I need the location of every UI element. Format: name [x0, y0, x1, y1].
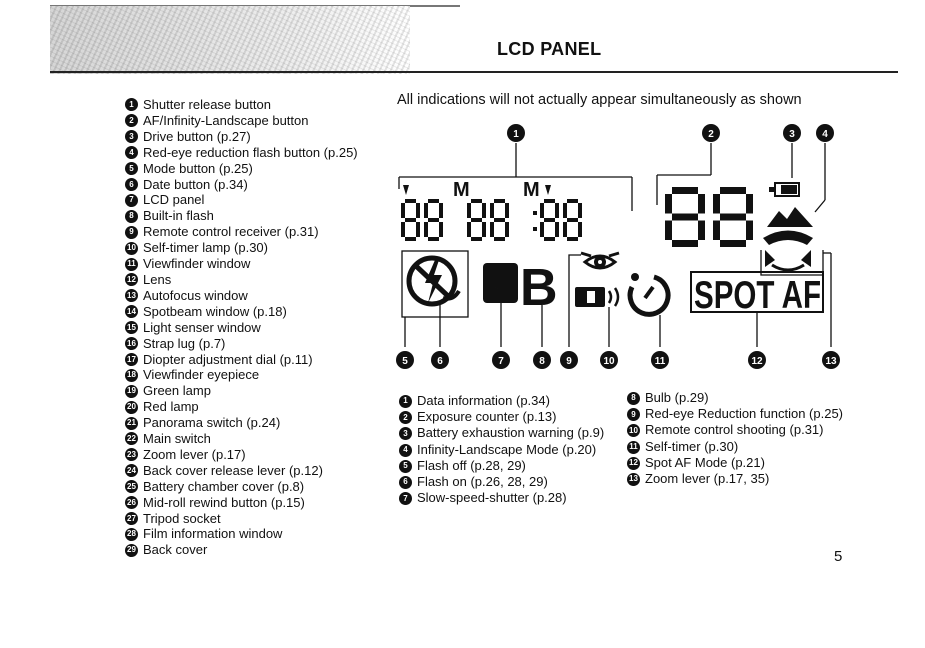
- legend-label: Data information (p.34): [417, 393, 550, 408]
- part-item: [125, 177, 358, 193]
- part-label: Green lamp: [143, 383, 211, 399]
- number-badge: 24: [125, 464, 138, 477]
- part-item: [125, 113, 358, 129]
- part-item: [125, 463, 358, 479]
- part-label: Tripod socket: [143, 510, 221, 526]
- number-badge: 5: [399, 460, 412, 473]
- flash-off-icon: [402, 251, 468, 317]
- number-badge: 12: [627, 457, 640, 470]
- page-title: LCD PANEL: [497, 39, 602, 59]
- legend-item: [627, 406, 845, 422]
- legend-item: [399, 393, 621, 409]
- legend-label: Red-eye Reduction function (p.25): [645, 406, 844, 422]
- self-timer-icon: [630, 273, 668, 314]
- part-item: [125, 145, 358, 161]
- part-label: Film information window: [143, 526, 283, 542]
- callout-badges-top: [507, 124, 834, 142]
- number-badge: 17: [125, 353, 138, 366]
- part-item: [125, 97, 358, 113]
- part-label: Diopter adjustment dial (p.11): [143, 351, 313, 367]
- part-label: Viewfinder window: [143, 256, 251, 272]
- callout-number: 7: [498, 356, 504, 367]
- part-item: [125, 511, 358, 527]
- red-eye-icon: [581, 253, 619, 268]
- callout-badge: [783, 124, 801, 142]
- remote-control-icon: [575, 287, 618, 307]
- number-badge: 2: [399, 411, 412, 424]
- number-badge: 7: [125, 194, 138, 207]
- spot-af-text: SPOT AF: [694, 274, 821, 317]
- number-badge: 2: [125, 114, 138, 127]
- legend-label: Flash on (p.26, 28, 29): [417, 474, 548, 490]
- number-badge: 18: [125, 369, 138, 382]
- legend-item: [399, 474, 621, 490]
- part-label: Back cover release lever (p.12): [143, 462, 323, 478]
- part-item: [125, 415, 358, 431]
- tick-mark-1: [403, 185, 409, 195]
- number-badge: 11: [627, 441, 640, 454]
- number-badge: 16: [125, 337, 138, 350]
- part-item: [125, 224, 358, 240]
- callout-number: 2: [708, 129, 714, 140]
- callout-badge: [396, 351, 414, 369]
- part-item: [125, 542, 358, 558]
- part-label: Remote control receiver (p.31): [143, 224, 319, 240]
- part-item: [125, 399, 358, 415]
- number-badge: 1: [399, 395, 412, 408]
- part-item: [125, 526, 358, 542]
- battery-icon: [769, 183, 799, 196]
- part-label: Mode button (p.25): [143, 160, 253, 176]
- number-badge: 28: [125, 528, 138, 541]
- number-badge: 5: [125, 162, 138, 175]
- legend-label: Self-timer (p.30): [645, 438, 739, 454]
- legend-item: [627, 439, 845, 455]
- part-label: Mid-roll rewind button (p.15): [143, 494, 305, 510]
- part-label: Built-in flash: [143, 208, 214, 224]
- callout-line-4-d: [815, 200, 825, 212]
- lcd-diagram: [395, 115, 840, 380]
- part-label: AF/Infinity-Landscape button: [143, 112, 309, 128]
- legend-label: Slow-speed-shutter (p.28): [417, 490, 567, 506]
- part-label: Battery chamber cover (p.8): [143, 478, 305, 494]
- legend-item: [627, 422, 845, 438]
- counter-digits: [665, 187, 753, 247]
- part-label: Lens: [143, 271, 172, 287]
- legend-item: [627, 390, 845, 406]
- legend-item: [399, 425, 621, 441]
- number-badge: 25: [125, 480, 138, 493]
- callout-badge: [822, 351, 840, 369]
- part-item: [125, 495, 358, 511]
- tick-mark-2: [545, 185, 551, 195]
- number-badge: 7: [399, 492, 412, 505]
- legend-item: [627, 455, 845, 471]
- legend-item: [399, 442, 621, 458]
- number-badge: 1: [125, 98, 138, 111]
- slow-shutter-icon: [483, 263, 518, 303]
- spot-af-indicator: [691, 272, 823, 317]
- part-item: [125, 129, 358, 145]
- part-item: [125, 336, 358, 352]
- legend-item: [399, 458, 621, 474]
- number-badge: 6: [399, 476, 412, 489]
- callout-badge: [651, 351, 669, 369]
- part-item: [125, 367, 358, 383]
- callout-badges-bottom: [396, 351, 840, 369]
- callout-number: 13: [825, 356, 837, 367]
- part-label: Shutter release button: [143, 97, 271, 112]
- part-label: Strap lug (p.7): [143, 335, 226, 351]
- number-badge: 3: [125, 130, 138, 143]
- callout-number: 3: [789, 129, 795, 140]
- callout-number: 8: [539, 356, 545, 367]
- part-item: [125, 272, 358, 288]
- callout-number: 12: [751, 356, 763, 367]
- part-item: [125, 320, 358, 336]
- legend-right: [627, 390, 845, 487]
- callout-number: 6: [437, 356, 443, 367]
- number-badge: 3: [399, 427, 412, 440]
- number-badge: 29: [125, 544, 138, 557]
- number-badge: 22: [125, 432, 138, 445]
- header-rule: [50, 71, 898, 73]
- callout-badge: [507, 124, 525, 142]
- callout-number: 4: [822, 129, 828, 140]
- zoom-lever-icon: [763, 231, 813, 271]
- legend-item: [399, 409, 621, 425]
- number-badge: 13: [125, 289, 138, 302]
- callout-number: 1: [513, 129, 519, 140]
- header-band: [50, 6, 410, 74]
- part-item: [125, 192, 358, 208]
- part-label: Zoom lever (p.17): [143, 446, 246, 462]
- part-label: Panorama switch (p.24): [143, 415, 281, 431]
- part-label: Main switch: [143, 431, 211, 447]
- note-text: All indications will not actually appear simultaneously as shown: [397, 92, 802, 108]
- part-item: [125, 431, 358, 447]
- part-label: Self-timer lamp (p.30): [143, 240, 268, 256]
- number-badge: 9: [125, 226, 138, 239]
- part-item: [125, 479, 358, 495]
- number-badge: 4: [399, 444, 412, 457]
- callout-badge: [748, 351, 766, 369]
- number-badge: 21: [125, 417, 138, 430]
- part-label: Autofocus window: [143, 287, 248, 303]
- legend-label: Battery exhaustion warning (p.9): [417, 425, 605, 441]
- part-label: Viewfinder eyepiece: [143, 367, 260, 383]
- number-badge: 10: [627, 424, 640, 437]
- number-badge: 11: [125, 258, 138, 271]
- number-badge: 6: [125, 178, 138, 191]
- legend-label: Zoom lever (p.17, 35): [645, 471, 770, 487]
- part-item: [125, 288, 358, 304]
- part-label: Spotbeam window (p.18): [143, 303, 287, 319]
- number-badge: 13: [627, 473, 640, 486]
- callout-badge: [702, 124, 720, 142]
- part-item: [125, 161, 358, 177]
- number-badge: 4: [125, 146, 138, 159]
- number-badge: 8: [627, 392, 640, 405]
- callout-badge: [533, 351, 551, 369]
- number-badge: 15: [125, 321, 138, 334]
- part-item: [125, 256, 358, 272]
- legend-item: [399, 490, 621, 506]
- number-badge: 10: [125, 242, 138, 255]
- part-label: Light senser window: [143, 319, 261, 335]
- legend-label: Infinity-Landscape Mode (p.20): [417, 441, 597, 457]
- legend-label: Exposure counter (p.13): [417, 409, 557, 425]
- callout-number: 9: [566, 356, 572, 367]
- legend-left: [399, 393, 621, 506]
- callout-number: 11: [654, 356, 666, 367]
- number-badge: 14: [125, 305, 138, 318]
- part-label: LCD panel: [143, 192, 205, 208]
- number-badge: 9: [627, 408, 640, 421]
- legend-item: [627, 471, 845, 487]
- callout-badge: [600, 351, 618, 369]
- number-badge: 8: [125, 210, 138, 223]
- part-item: [125, 304, 358, 320]
- number-badge: 12: [125, 273, 138, 286]
- legend-label: Spot AF Mode (p.21): [645, 454, 765, 470]
- part-item: [125, 447, 358, 463]
- part-label: Back cover: [143, 542, 208, 558]
- number-badge: 27: [125, 512, 138, 525]
- callout-number: 10: [603, 356, 615, 367]
- part-label: Date button (p.34): [143, 176, 248, 192]
- part-label: Red lamp: [143, 399, 199, 415]
- callout-badge: [431, 351, 449, 369]
- page-number: 5: [834, 548, 843, 565]
- number-badge: 19: [125, 385, 138, 398]
- number-badge: 20: [125, 401, 138, 414]
- legend-label: Bulb (p.29): [645, 390, 709, 405]
- legend-label: Flash off (p.28, 29): [417, 457, 526, 473]
- month-marker-2: M: [523, 179, 540, 201]
- mountain-icon: [767, 207, 813, 227]
- number-badge: 23: [125, 448, 138, 461]
- part-label: Drive button (p.27): [143, 128, 251, 144]
- callout-number: 5: [402, 356, 408, 367]
- part-item: [125, 240, 358, 256]
- month-marker-1: M: [453, 179, 470, 201]
- parts-list: [125, 97, 358, 558]
- callout-badge: [492, 351, 510, 369]
- callout-badge: [560, 351, 578, 369]
- part-item: [125, 383, 358, 399]
- part-item: [125, 352, 358, 368]
- callout-badge: [816, 124, 834, 142]
- bulb-letter: B: [520, 259, 558, 317]
- part-label: Red-eye reduction flash button (p.25): [143, 144, 358, 160]
- part-item: [125, 208, 358, 224]
- legend-label: Remote control shooting (p.31): [645, 422, 824, 438]
- date-digits: [401, 199, 582, 241]
- number-badge: 26: [125, 496, 138, 509]
